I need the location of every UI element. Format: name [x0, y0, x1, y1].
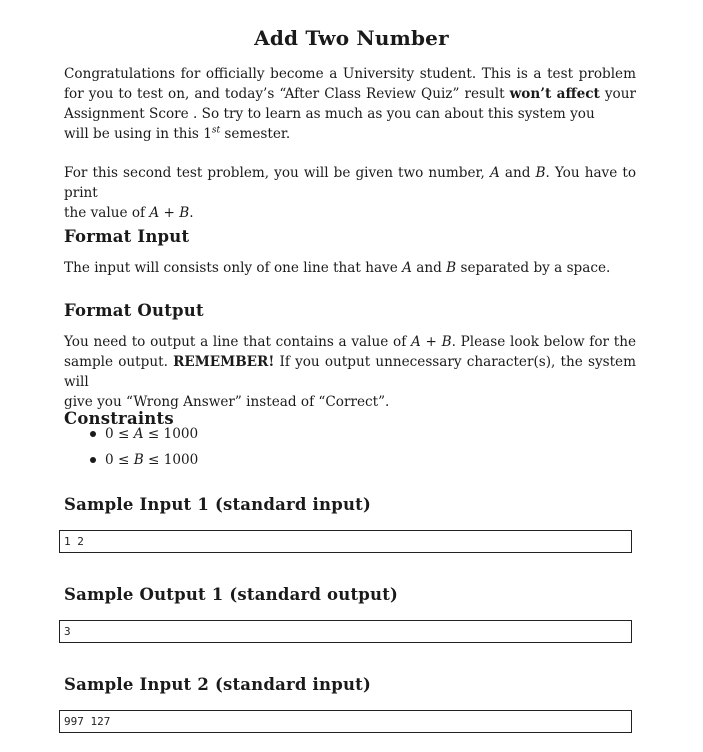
- var-a: A: [402, 260, 412, 276]
- sum-expression: A + B: [410, 334, 452, 350]
- var-b: B: [535, 165, 546, 181]
- bullet-icon: [90, 431, 96, 437]
- task-text-2: and: [499, 165, 536, 181]
- var-a: A: [133, 426, 144, 442]
- sample-input-2-box: 997 127: [59, 710, 632, 733]
- fi-text-2: and: [411, 260, 447, 276]
- format-output-text: [64, 332, 636, 412]
- task-text-4: the value of: [64, 205, 150, 221]
- remember-emphasis: REMEMBER!: [173, 354, 275, 370]
- format-output-line-1: [64, 332, 636, 352]
- task-line-2: [64, 203, 636, 223]
- intro-paragraph: [64, 64, 636, 144]
- sample-output-1-heading: Sample Output 1 (standard output): [64, 585, 399, 604]
- constraint-upper: ≤ 1000: [143, 452, 199, 468]
- constraints-heading: Constraints: [64, 409, 174, 428]
- var-b: B: [446, 260, 457, 276]
- constraint-lower: 0 ≤: [105, 452, 134, 468]
- fo-text-2: . Please look below for the: [451, 334, 636, 350]
- task-line-1: [64, 163, 636, 203]
- sample-input-1-heading: Sample Input 1 (standard input): [64, 495, 371, 514]
- constraint-upper: ≤ 1000: [143, 426, 199, 442]
- format-output-line-2: [64, 352, 636, 392]
- format-input-line: [64, 258, 636, 278]
- task-text-5: .: [189, 205, 194, 221]
- fi-text-3: separated by a space.: [456, 260, 611, 276]
- task-paragraph: [64, 163, 636, 223]
- task-text-1: For this second test problem, you will be given two number,: [64, 165, 490, 181]
- sample-input-2-heading: Sample Input 2 (standard input): [64, 675, 371, 694]
- ordinal-suffix: st: [211, 125, 221, 136]
- var-b: B: [133, 452, 144, 468]
- intro-line-2-end: your: [599, 86, 636, 102]
- intro-line-2: [64, 84, 636, 104]
- task-text-3: . You have to print: [64, 165, 636, 201]
- page-title: Add Two Number: [254, 26, 449, 50]
- constraint-item: [90, 426, 198, 442]
- sum-expression: A + B: [149, 205, 190, 221]
- fo-text-3: sample output.: [64, 354, 174, 370]
- constraint-lower: 0 ≤: [105, 426, 134, 442]
- format-output-heading: Format Output: [64, 301, 204, 320]
- format-input-heading: Format Input: [64, 227, 190, 246]
- sample-output-1-box: 3: [59, 620, 632, 643]
- bullet-icon: [90, 457, 96, 463]
- var-a: A: [489, 165, 500, 181]
- intro-line-4: [64, 124, 636, 144]
- intro-line-3: Assignment Score . So try to learn as much as you can about this system you: [64, 106, 595, 122]
- format-input-text: [64, 258, 636, 278]
- constraint-item: [90, 452, 198, 468]
- intro-line-4-text: will be using in this 1: [64, 126, 212, 142]
- format-output-line-3: give you “Wrong Answer” instead of “Correct”.: [64, 394, 390, 410]
- intro-line-4-end: semester.: [220, 126, 291, 142]
- sample-input-1-box: 1 2: [59, 530, 632, 553]
- fo-text-1: You need to output a line that contains a value of: [64, 334, 411, 350]
- intro-line-2-text: for you to test on, and today’s “After Class Review Quiz” result: [64, 86, 510, 102]
- intro-line-1: Congratulations for officially become a University student. This is a test problem: [64, 66, 636, 82]
- fi-text-1: The input will consists only of one line that have: [64, 260, 403, 276]
- wont-affect-emphasis: won’t affect: [509, 86, 600, 102]
- fo-text-4: If you output unnecessary character(s), the system will: [64, 354, 636, 390]
